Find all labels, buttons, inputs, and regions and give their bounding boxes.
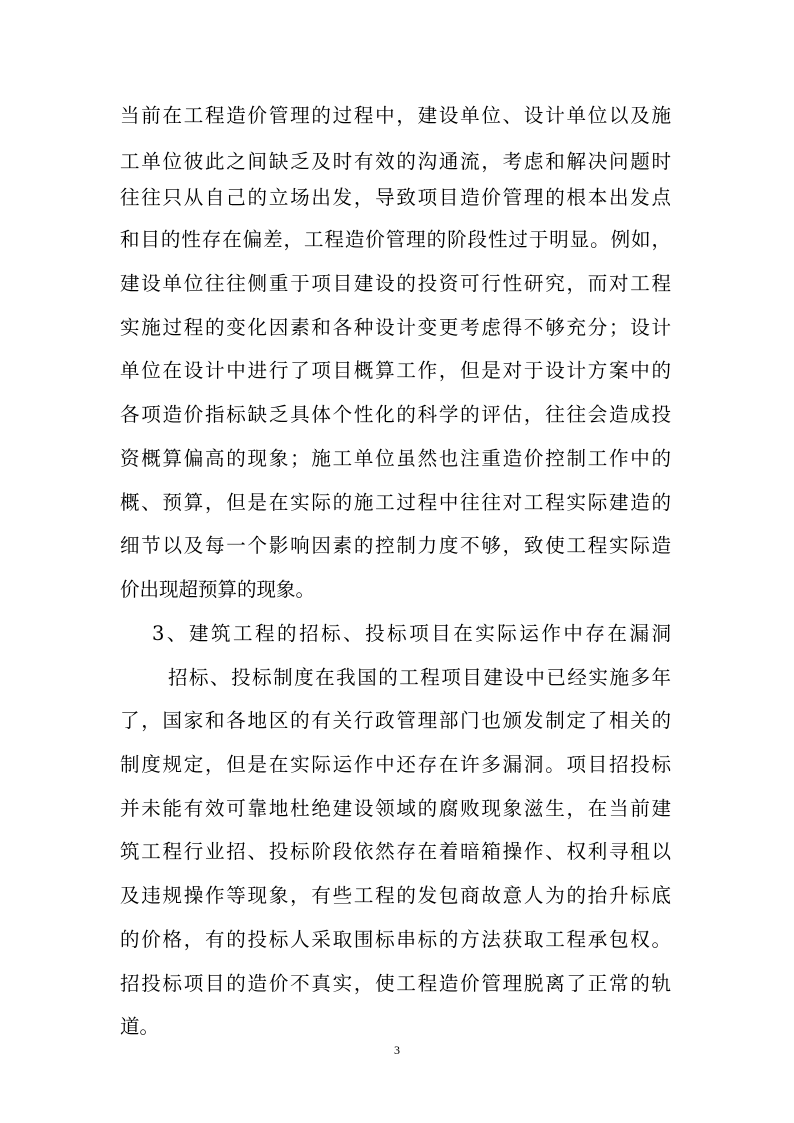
text-line: 道。 [120,1015,160,1038]
text-line: 及违规操作等现象，有些工程的发包商故意人为的抬升标底 [120,884,671,907]
text-line: 招投标项目的造价不真实，使工程造价管理脱离了正常的轨 [120,972,671,995]
text-line: 各项造价指标缺乏具体个性化的科学的评估，往往会造成投 [120,403,671,426]
text-line: 当前在工程造价管理的过程中，建设单位、设计单位以及施 [120,104,671,127]
text-line: 建设单位往往侧重于项目建设的投资可行性研究，而对工程 [120,272,671,295]
text-line: 制度规定，但是在实际运作中还存在许多漏洞。项目招投标 [120,753,671,776]
section-heading: 3、建筑工程的招标、投标项目在实际运作中存在漏洞 [152,622,671,645]
text-line: 细节以及每一个影响因素的控制力度不够，致使工程实际造 [120,534,671,557]
text-line: 单位在设计中进行了项目概算工作，但是对于设计方案中的 [120,359,671,382]
text-line: 和目的性存在偏差，工程造价管理的阶段性过于明显。例如， [120,228,671,251]
text-line: 实施过程的变化因素和各种设计变更考虑得不够充分；设计 [120,316,671,339]
text-line: 了，国家和各地区的有关行政管理部门也颁发制定了相关的 [120,709,671,732]
text-line: 的价格，有的投标人采取围标串标的方法获取工程承包权。 [120,928,671,951]
text-line: 概、预算，但是在实际的施工过程中往往对工程实际建造的 [120,491,671,514]
text-line: 价出现超预算的现象。 [120,578,316,601]
text-line: 并未能有效可靠地杜绝建设领域的腐败现象滋生，在当前建 [120,797,671,820]
page-number: 3 [394,1043,400,1057]
text-line: 招标、投标制度在我国的工程项目建设中已经实施多年 [168,666,671,689]
text-line: 筑工程行业招、投标阶段依然存在着暗箱操作、权利寻租以 [120,840,671,863]
text-line: 工单位彼此之间缺乏及时有效的沟通流，考虑和解决问题时 [120,150,671,173]
text-line: 资概算偏高的现象；施工单位虽然也注重造价控制工作中的 [120,447,671,470]
text-line: 往往只从自己的立场出发，导致项目造价管理的根本出发点 [120,186,671,209]
